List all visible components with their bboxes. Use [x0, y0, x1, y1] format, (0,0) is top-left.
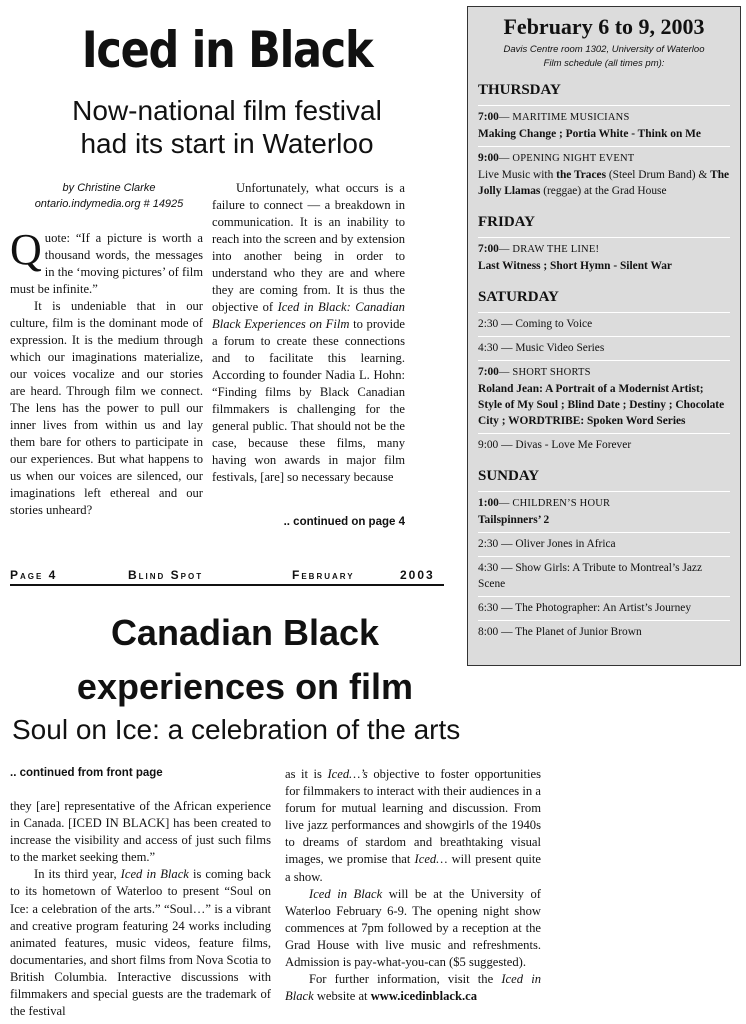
paragraph-text: will be at the University of Waterloo February 6-9. The opening night show commences at 7pm followed by a reception at the Grad House with live music and refreshments. Admission is pay-what-you-can ($5 suggested). — [285, 886, 541, 970]
paragraph-text: as it is — [285, 767, 328, 781]
schedule-entry: 4:30 — Music Video Series — [478, 336, 730, 360]
festival-title-italic: Iced… — [414, 852, 448, 867]
day-heading-saturday: SATURDAY — [478, 289, 559, 305]
continued-from-label: .. continued from front page — [10, 767, 163, 779]
folio-year: 2003 — [400, 568, 435, 582]
entry-time: 9:00 — [478, 152, 499, 164]
schedule-entry — [478, 105, 730, 146]
paragraph-text: In its third year, — [34, 867, 121, 882]
headline-2-line-1: Canadian Black — [110, 612, 380, 653]
paragraph-text: objective to foster opportunities for filmmakers to interact with their audiences in a forum for mutual learning and discussion. From live jazz performances and showgirls of the 1940s to dreams of stardom and breathtaking visual images, we promise that — [285, 767, 541, 867]
schedule-entry — [478, 237, 730, 278]
entry-time: 1:00 — [478, 497, 499, 509]
article-paragraph — [10, 866, 271, 1020]
paragraph-text: to provide a forum to create these connections and to facilitate this learning. According to founder Nadia L. Hohn: “Finding films by Black Canadian filmmakers is challenging for the general public. That should not be the case, because these films, many having won awards in major film festivals, [are] so necessary because — [212, 317, 405, 484]
drop-cap: Q — [10, 225, 42, 274]
day-heading-friday: FRIDAY — [478, 214, 535, 230]
folio-month: February — [292, 568, 355, 582]
schedule-entry — [478, 360, 730, 433]
festival-title-italic: Iced in Black: Canadian Black Experiences on Film — [212, 300, 405, 331]
desc-text: Live Music with — [478, 169, 557, 181]
entry-title: — DRAW THE LINE! — [498, 244, 600, 255]
schedule-entry: 6:30 — The Photographer: An Artist’s Journey — [478, 596, 730, 620]
band-name: the Traces — [556, 169, 607, 181]
byline-source: ontario.indymedia.org # 14925 — [34, 198, 184, 210]
article-paragraph — [212, 180, 405, 486]
folio-page: Page 4 — [10, 568, 58, 582]
page-folio — [10, 568, 444, 586]
desc-text: (reggae) at the Grad House — [540, 185, 667, 197]
subheadline-2: Soul on Ice: a celebration of the arts — [12, 714, 461, 745]
schedule-box — [467, 6, 741, 666]
entry-time: 7:00 — [478, 366, 499, 378]
article-paragraph: they [are] representative of the African experience in Canada. [ICED IN BLACK] has been created to increase the visibility and access of just such films to the market seeking them.” — [10, 799, 271, 865]
headline-2 — [10, 606, 480, 714]
entry-time: 7:00 — [478, 243, 499, 255]
schedule-entry: 2:30 — Coming to Voice — [478, 312, 730, 336]
continued-link[interactable]: .. continued on page 4 — [283, 516, 405, 528]
subheadline-line-1: Now-national film festival — [72, 95, 382, 126]
paragraph-text: is coming back to its hometown of Waterloo to present “Soul on Ice: a celebration of the arts.” “Soul…” is a vibrant and creative program featuring 24 works including animated features, music videos, feature films, documentaries, and short films from Nova Scotia to British Columbia. Interactive discussions with filmmakers and special guests are the trademark of the festival — [10, 867, 271, 1019]
venue-line: Film schedule (all times pm): — [543, 58, 665, 69]
festival-title-italic: Iced in Black — [285, 972, 541, 1004]
schedule-entry: 8:00 — The Planet of Junior Brown — [478, 620, 730, 644]
entry-time: 7:00 — [478, 111, 499, 123]
desc-text: (Steel Drum Band) & — [606, 169, 711, 181]
band-name: The Jolly Llamas — [478, 169, 730, 197]
schedule-entry: 9:00 — Divas - Love Me Forever — [478, 433, 730, 457]
subheadline — [12, 94, 442, 160]
schedule-entry — [478, 146, 730, 203]
article-paragraph — [285, 886, 541, 971]
festival-title-italic: Iced in Black — [309, 886, 383, 901]
venue-line: Davis Centre room 1302, University of Waterloo — [503, 44, 705, 55]
folio-publication: Blind Spot — [128, 568, 204, 582]
article-column-3 — [10, 798, 271, 1020]
paragraph-text: website at — [313, 989, 371, 1004]
article-column-2 — [212, 180, 405, 486]
headline: Iced in Black — [81, 21, 373, 79]
byline-author: by Christine Clarke — [62, 182, 156, 194]
paragraph-text: will present quite a show. — [285, 852, 541, 884]
website-link[interactable]: www.icedinblack.ca — [370, 989, 478, 1004]
paragraph-text: Unfortunately, what occurs is a failure to connect — a breakdown in communication. It is an inability to reach into the screen and by extension into another being in order to understand who they are and where they are coming from. It is thus the objective of — [212, 181, 405, 314]
entry-films: Last Witness ; Short Hymn - Silent War — [478, 260, 672, 272]
day-heading-thursday: THURSDAY — [478, 82, 561, 98]
article-paragraph — [10, 225, 203, 298]
schedule-entry: 4:30 — Show Girls: A Tribute to Montreal’s Jazz Scene — [478, 556, 730, 596]
entry-title: — OPENING NIGHT EVENT — [498, 153, 635, 164]
article-paragraph — [285, 766, 541, 886]
article-column-1 — [10, 225, 203, 519]
entry-title: — CHILDREN’S HOUR — [498, 498, 611, 509]
subheadline-line-2: had its start in Waterloo — [80, 128, 374, 159]
schedule-title: February 6 to 9, 2003 — [503, 14, 705, 39]
schedule-venue — [478, 43, 730, 71]
entry-films: Roland Jean: A Portrait of a Modernist Artist; Style of My Soul ; Blind Date ; Destiny ; Chocolate City ; WORDTRIBE: Spoken Word Series — [478, 383, 725, 427]
entry-title: — MARITIME MUSICIANS — [498, 112, 630, 123]
headline-2-line-2: experiences on film — [76, 666, 414, 707]
entry-films: Making Change ; Portia White - Think on Me — [478, 128, 701, 140]
article-paragraph: It is undeniable that in our culture, film is the dominant mode of expression. It is the medium through which our imaginations materialize, our voices vocalize and our stories are heard. Through film we connect. The lens has the power to pull our inner lives from within us and lay them bare for others to participate in our experiences. But what happens to us when our voices are silenced, our imaginations left ethereal and our stories unheard? — [10, 299, 203, 517]
entry-films: Tailspinners’ 2 — [478, 514, 550, 526]
schedule-entry — [478, 491, 730, 532]
festival-title-italic: Iced in Black — [120, 867, 189, 882]
article-column-4 — [285, 766, 541, 1005]
paragraph-text: For further information, visit the — [309, 972, 502, 987]
byline — [14, 180, 204, 212]
entry-desc — [478, 167, 730, 199]
paragraph-text: uote: “If a picture is worth a thousand words, the messages in the ‘moving pictures’ of film must be infinite.” — [10, 231, 203, 296]
day-heading-sunday: SUNDAY — [478, 468, 540, 484]
schedule-entry: 2:30 — Oliver Jones in Africa — [478, 532, 730, 556]
festival-title-italic: Iced…’s — [327, 767, 368, 781]
article-paragraph — [285, 971, 541, 1005]
entry-title: — SHORT SHORTS — [498, 367, 591, 378]
